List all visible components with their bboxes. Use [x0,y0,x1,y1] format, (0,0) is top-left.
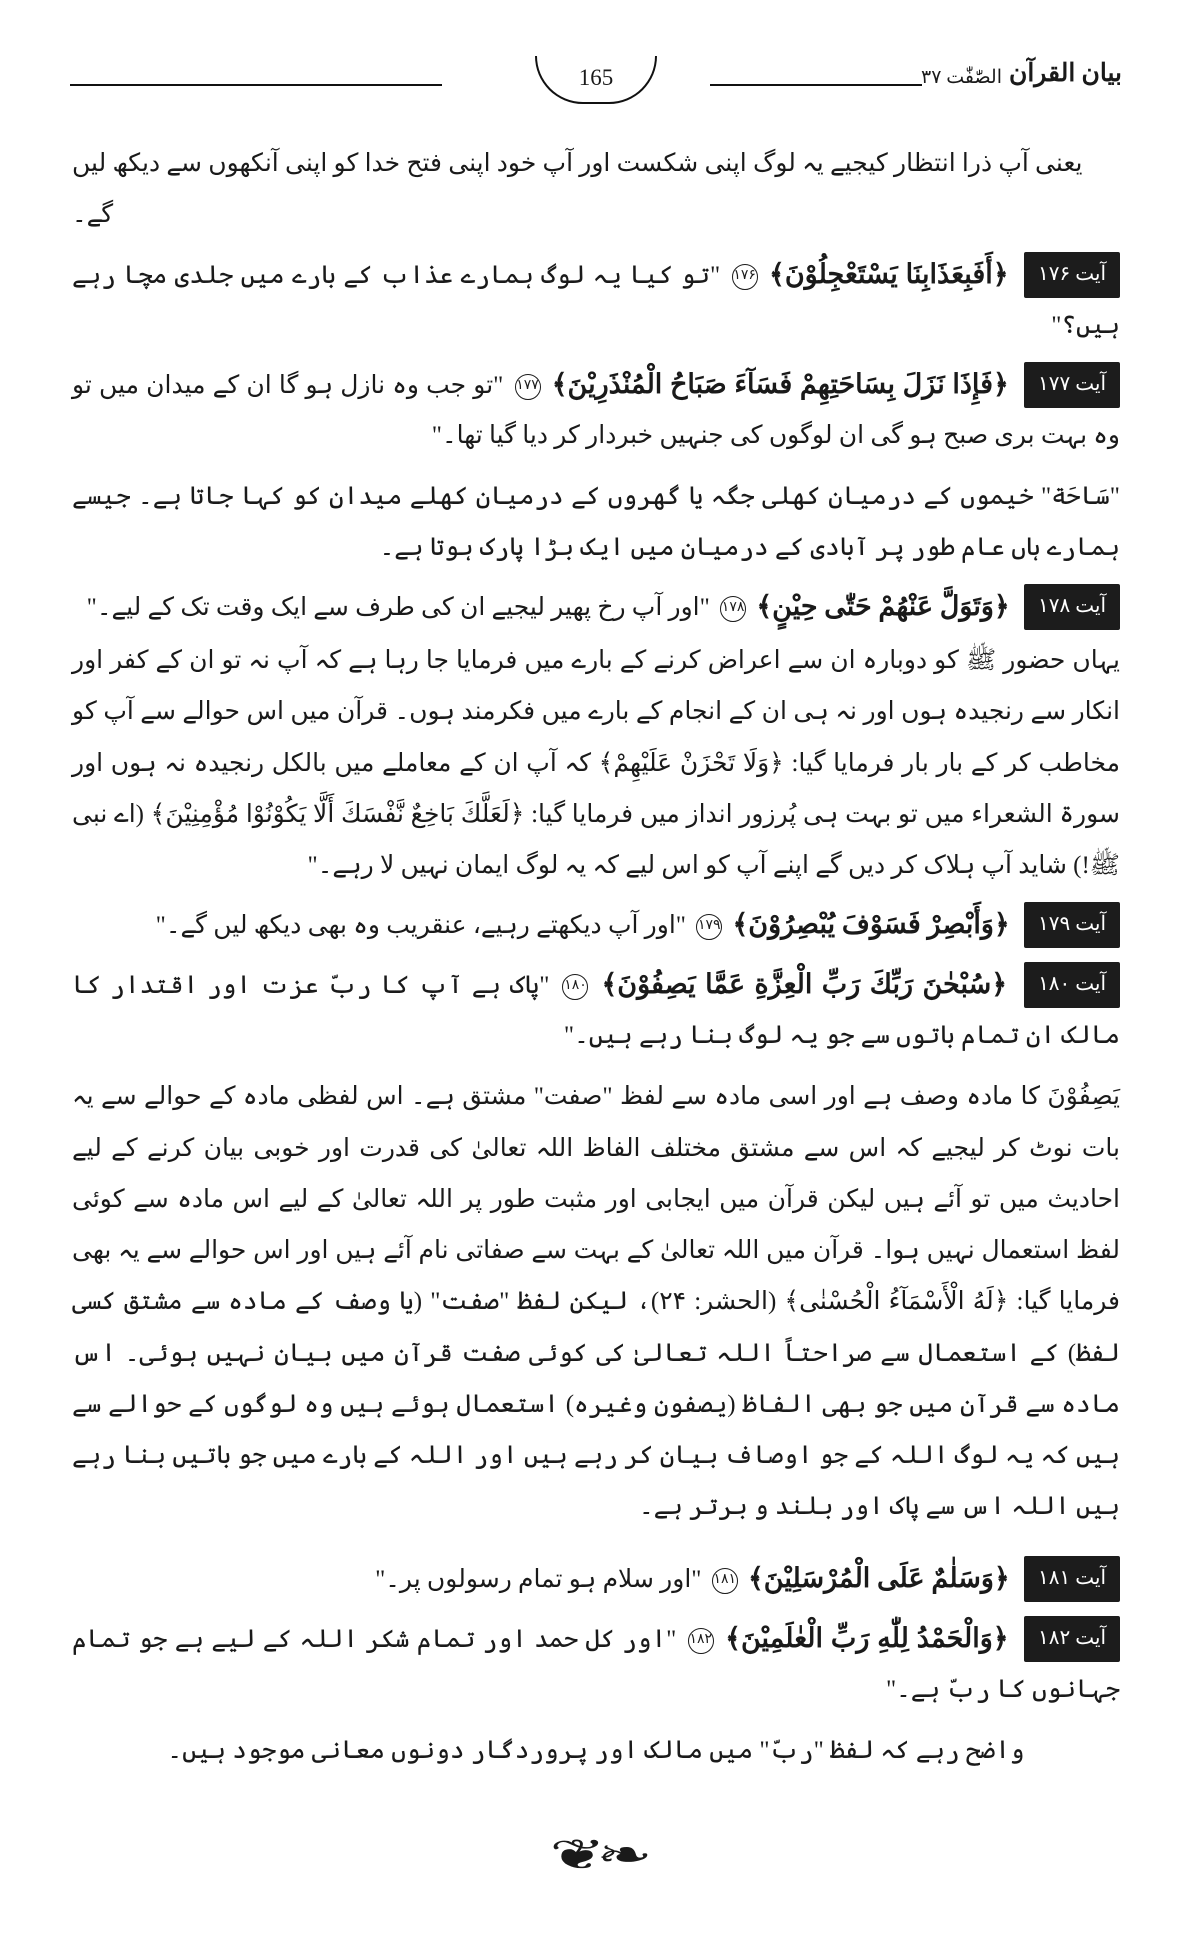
commentary-saha: "سَاحَة" خیموں کے درمیان کھلی جگہ یا گھروں کے درمیان کھلے میدان کو کہا جاتا ہے۔ جیسے ہمارے ہاں عام طور پر آبادی کے درمیان میں ایک بڑا پارک ہوتا ہے۔ [72,482,1120,561]
ayah-tag: آیت ۱۷۶ [1024,252,1120,298]
ayah-number: ۱۷۹ [696,914,722,940]
ayah-tag: آیت ۱۷۹ [1024,902,1120,948]
ayah-translation: "تو کیا یہ لوگ ہمارے عذاب کے بارے میں جلدی مچا رہے ہیں؟" [72,261,1120,339]
ayah-translation: "اور سلام ہو تمام رسولوں پر۔" [375,1565,702,1593]
header-rule-right [710,84,922,86]
ornament-glyph: ❦❧ [549,1833,643,1879]
ayah-arabic: ﴿أَفَبِعَذَابِنَا يَسْتَعْجِلُوْنَ﴾ [769,258,1009,289]
commentary-rabb: واضح رہے کہ لفظ "ربّ" میں مالک اور پروردگار دونوں معانی موجود ہیں۔ [167,1736,1025,1764]
ayah-translation: "اور آپ رخ پھیر لیجیے ان کی طرف سے ایک وقت تک کے لیے۔" [86,594,710,621]
header-rule-left [70,84,442,86]
verse-block [72,357,1120,461]
ayah-number: ۱۸۰ [562,974,588,1000]
verse-block [72,897,1120,951]
verse-block [72,579,1120,633]
ayah-number: ۱۷۶ [732,264,758,290]
ayah-arabic: ﴿فَإِذَا نَزَلَ بِسَاحَتِهِمْ فَسَآءَ صَبَاحُ الْمُنْذَرِيْنَ﴾ [551,368,1009,399]
book-title: بیان القرآن [1008,60,1122,87]
verse-block [72,1551,1120,1605]
ayah-arabic: ﴿سُبْحٰنَ رَبِّكَ رَبِّ الْعِزَّةِ عَمَّا يَصِفُوْنَ﴾ [601,969,1008,1000]
ayah-tag: آیت ۱۷۸ [1024,584,1120,630]
ayah-arabic: ﴿وَتَوَلَّ عَنْهُمْ حَتّٰى حِيْنٍ﴾ [756,591,1010,621]
ayah-translation: "تو جب وہ نازل ہو گا ان کے میدان میں تو وہ بہت بری صبح ہو گی ان لوگوں کی جنہیں خبردار کر دیا گیا تھا۔" [72,371,1120,449]
verse-block [72,957,1120,1061]
ayah-arabic: ﴿وَالْحَمْدُ لِلّٰهِ رَبِّ الْعٰلَمِيْنَ﴾ [725,1622,1009,1653]
ayah-number: ۱۸۱ [712,1568,738,1594]
page-number: 165 [535,56,657,104]
ayah-tag: آیت ۱۷۷ [1024,362,1120,408]
ayah-translation: "اور آپ دیکھتے رہیے، عنقریب وہ بھی دیکھ لیں گے۔" [155,912,686,940]
document-page [0,48,1192,1939]
intro-line: یعنی آپ ذرا انتظار کیجیے یہ لوگ اپنی شکست اور آپ خود اپنی فتح خدا کو اپنی آنکھوں سے دیکھ لیں گے۔ [72,150,1083,229]
page-header [70,48,1122,120]
ayah-arabic: ﴿وَسَلٰمٌ عَلَى الْمُرْسَلِيْنَ﴾ [747,1562,1010,1593]
ayah-tag: آیت ۱۸۱ [1024,1556,1120,1602]
ayah-number: ۱۷۷ [515,374,541,400]
commentary-yasifun: يَصِفُوْنَ کا مادہ وصف ہے اور اسی مادہ سے لفظ "صفت" مشتق ہے۔ اس لفظی مادہ کے حوالے سے یہ بات نوٹ کر لیجیے کہ اس سے مشتق مختلف الفاظ اللہ تعالیٰ کی قدرت اور خوبی بیان کرنے کے لیے احادیث میں تو آئے ہیں لیکن قرآن میں ایجابی اور مثبت طور پر اللہ تعالیٰ کے لیے اس مادہ سے کوئی لفظ استعمال نہیں ہوا۔ قرآن میں اللہ تعالیٰ کے بہت سے صفاتی نام آئے ہیں اور اس حوالے سے یہ بھی فرمایا گیا: ﴿لَهُ الْأَسْمَآءُ الْحُسْنٰى﴾ (الحشر: ۲۴)، لیکن لفظ "صفت" (یا وصف کے مادہ سے مشتق کسی لفظ) کے استعمال سے صراحتاً اللہ تعالیٰ کی کوئی صفت قرآن میں بیان نہیں ہوئی۔ اس مادہ سے قرآن میں جو بھی الفاظ (یصفون وغیرہ) استعمال ہوئے ہیں وہ لوگوں کے حوالے سے ہیں کہ یہ لوگ اللہ کے جو اوصاف بیان کر رہے ہیں اور اللہ کے بارے میں جو باتیں بنا رہے ہیں اللہ اس سے پاک اور بلند و برتر ہے۔ [72,1083,1120,1521]
ayah-tag: آیت ۱۸۰ [1024,962,1120,1008]
page-body [72,138,1120,1776]
ayah-number: ۱۷۸ [720,596,746,622]
ayah-translation: "پاک ہے آپ کا ربّ عزت اور اقتدار کا مالک ان تمام باتوں سے جو یہ لوگ بنا رہے ہیں۔" [72,972,1120,1050]
ayah-tag: آیت ۱۸۲ [1024,1616,1120,1662]
commentary-tawalla: یہاں حضور ﷺ کو دوبارہ ان سے اعراض کرنے کے بارے میں فرمایا جا رہا ہے کہ آپ نہ تو ان کے کفر اور انکار سے رنجیدہ ہوں اور نہ ہی ان کے انجام کے بارے میں فکرمند ہوں۔ قرآن میں اس حوالے سے آپ کو مخاطب کر کے بار بار فرمایا گیا: ﴿وَلَا تَحْزَنْ عَلَيْهِمْ﴾ کہ آپ ان کے معاملے میں بالکل رنجیدہ نہ ہوں اور سورۃ الشعراء میں تو بہت ہی پُرزور انداز میں فرمایا گیا: ﴿لَعَلَّكَ بَاخِعٌ نَّفْسَكَ أَلَّا يَكُوْنُوْا مُؤْمِنِيْنَ﴾ (اے نبی ﷺ!) شاید آپ ہلاک کر دیں گے اپنے آپ کو اس لیے کہ یہ لوگ ایمان نہیں لا رہے۔" [72,647,1120,879]
ayah-translation: "اور کل حمد اور تمام شکر اللہ کے لیے ہے جو تمام جہانوں کا ربّ ہے۔" [72,1625,1120,1703]
ayah-number: ۱۸۲ [688,1628,714,1654]
ayah-arabic: ﴿وَأَبْصِرْ فَسَوْفَ يُبْصِرُوْنَ﴾ [732,909,1010,940]
ornament-divider [0,1835,1192,1877]
verse-block [72,247,1120,351]
surah-label: الصّٰفّٰت ۳۷ [921,67,1002,88]
verse-block [72,1611,1120,1715]
